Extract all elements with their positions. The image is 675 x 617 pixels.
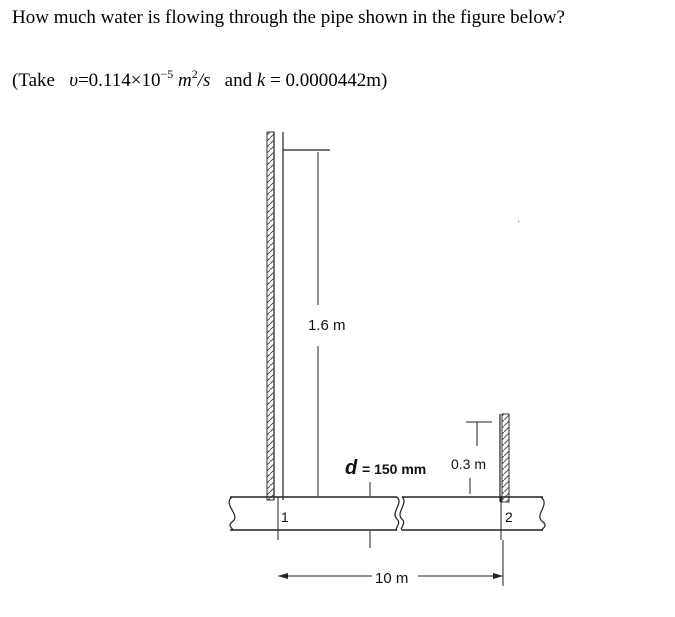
diameter-label: = 150 mm (362, 461, 427, 477)
nu-unit-base: m (177, 70, 192, 91)
pipe (229, 497, 545, 530)
length-label: 10 m (375, 570, 409, 587)
nu-symbol: υ (69, 70, 78, 91)
head-label-1: 1.6 m (308, 317, 346, 334)
piezometer-tube-1 (267, 132, 330, 500)
nu-expression: =0.114×10 (77, 70, 161, 91)
k-symbol: k (256, 70, 266, 91)
section-label-2: 2 (505, 509, 513, 525)
head-label-2: 0.3 m (451, 456, 487, 472)
diameter-symbol: d (345, 457, 358, 479)
given-and: and (224, 70, 253, 91)
nu-exponent: −5 (160, 67, 174, 81)
stray-mark: · (517, 217, 521, 228)
nu-unit-exponent: 2 (191, 67, 198, 81)
section-label-1: 1 (281, 509, 289, 525)
k-expression: = 0.0000442m) (265, 70, 388, 91)
question-text: How much water is flowing through the pipe shown in the figure below? (12, 7, 565, 28)
nu-unit-tail: /s (197, 70, 211, 91)
given-open: (Take (12, 70, 55, 91)
